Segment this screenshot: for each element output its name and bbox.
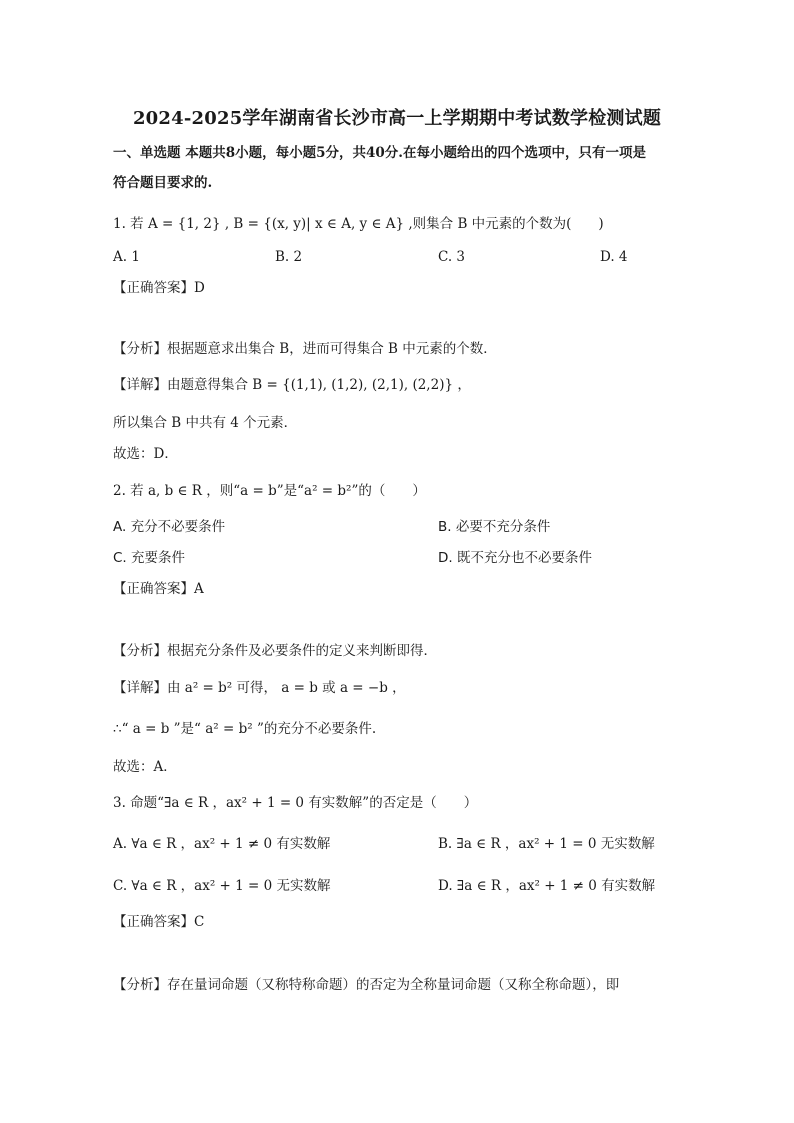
q1-choose: 故选：D． — [113, 446, 178, 462]
q3-option-c: C. ∀a ∈ R ，ax² + 1 = 0 无实数解 — [113, 878, 331, 894]
q1-analysis: 【分析】根据题意求出集合 B，进而可得集合 B 中元素的个数． — [113, 341, 497, 357]
q1-detail: 【详解】由题意得集合 B = {(1,1), (1,2), (2,1), (2,2)} ， — [113, 377, 471, 393]
q2-option-d: D. 既不充分也不必要条件 — [438, 550, 592, 566]
section-heading-line-1: 一、单选题 本题共8小题，每小题5分，共40分.在每小题给出的四个选项中，只有一项是 — [113, 145, 646, 161]
q2-analysis: 【分析】根据充分条件及必要条件的定义来判断即得． — [113, 643, 437, 659]
q2-option-a: A. 充分不必要条件 — [113, 519, 226, 535]
page-title: 2024-2025学年湖南省长沙市高一上学期期中考试数学检测试题 — [132, 108, 662, 129]
q1-option-b: B. 2 — [275, 249, 303, 265]
q1-option-a: A. 1 — [113, 249, 140, 265]
q3-option-d: D. ∃a ∈ R ，ax² + 1 ≠ 0 有实数解 — [438, 878, 656, 894]
section-heading-line-2: 符合题目要求的. — [113, 175, 213, 191]
q2-answer: 【正确答案】A — [113, 581, 204, 597]
q3-option-a: A. ∀a ∈ R ，ax² + 1 ≠ 0 有实数解 — [113, 836, 331, 852]
q1-option-d: D. 4 — [600, 249, 628, 265]
q1-stem: 1. 若 A = {1, 2} , B = {(x, y)| x ∈ A, y ∈ A} ,则集合 B 中元素的个数为( ) — [113, 216, 604, 232]
q1-answer: 【正确答案】D — [113, 280, 205, 296]
q2-detail-2: ∴“ a = b ”是“ a² = b² ”的充分不必要条件. — [113, 721, 377, 737]
q2-detail: 【详解】由 a² = b² 可得， a = b 或 a = −b ， — [113, 680, 406, 696]
q2-stem: 2. 若 a, b ∈ R ，则“a = b”是“a² = b²”的（ ） — [113, 483, 426, 499]
q3-analysis: 【分析】存在量词命题（又称特称命题）的否定为全称量词命题（又称全称命题），即 — [113, 977, 620, 993]
q3-answer: 【正确答案】C — [113, 914, 205, 930]
q3-option-b: B. ∃a ∈ R ，ax² + 1 = 0 无实数解 — [438, 836, 655, 852]
q1-option-c: C. 3 — [438, 249, 466, 265]
q2-option-b: B. 必要不充分条件 — [438, 519, 551, 535]
q1-detail-2: 所以集合 B 中共有 4 个元素． — [113, 415, 298, 431]
q2-choose: 故选：A． — [113, 759, 177, 775]
q3-stem: 3. 命题“∃a ∈ R ，ax² + 1 = 0 有实数解”的否定是（ ） — [113, 795, 478, 811]
q2-option-c: C. 充要条件 — [113, 550, 186, 566]
